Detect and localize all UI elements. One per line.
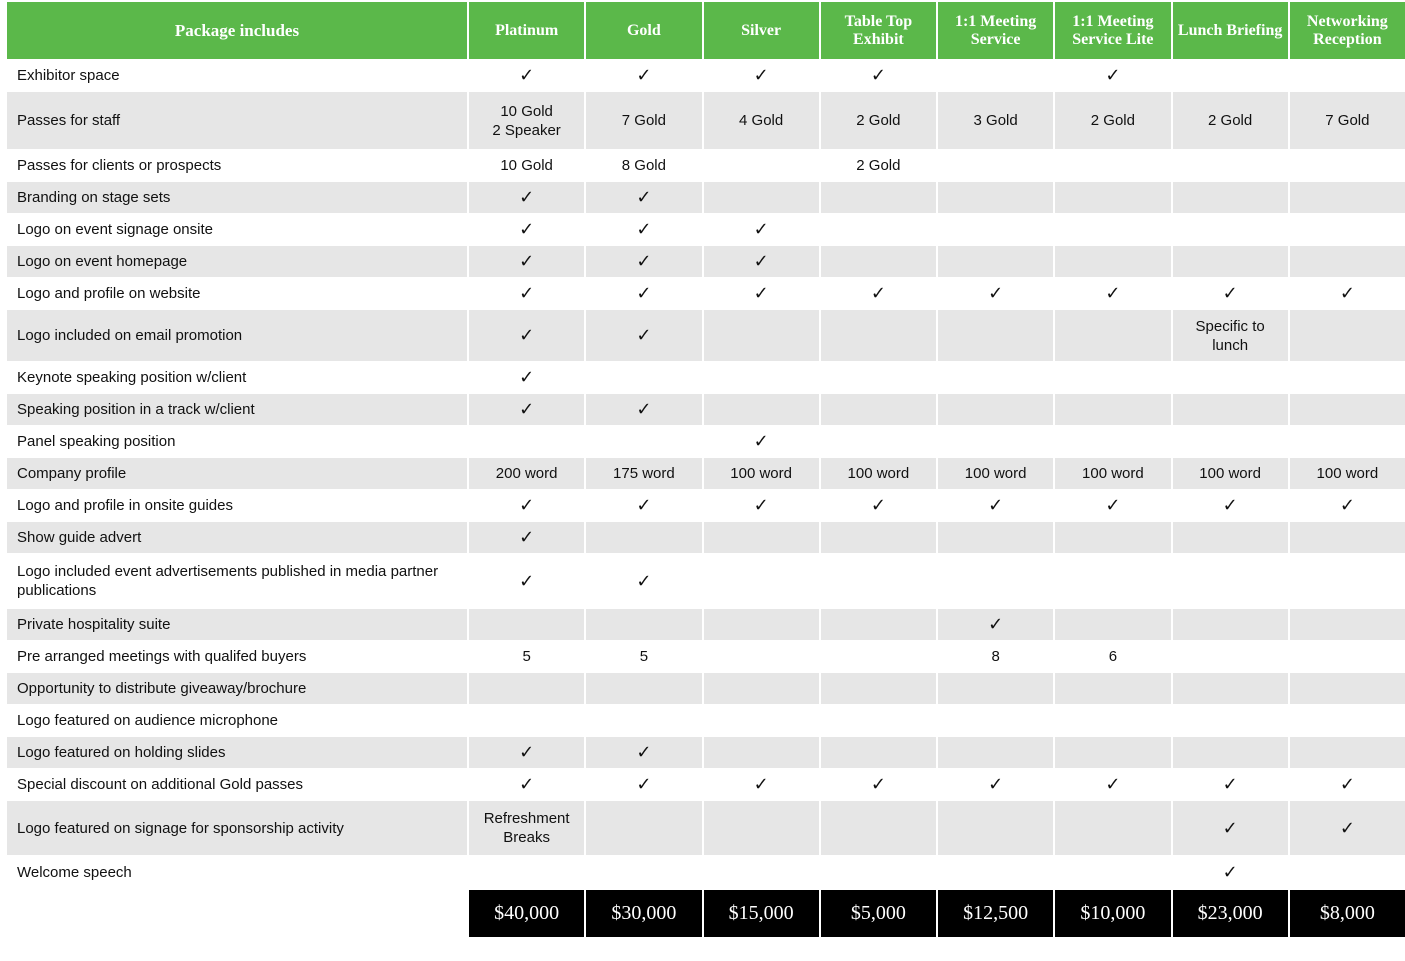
table-cell: 2 Gold (1173, 91, 1288, 149)
header-package-includes: Package includes (7, 2, 467, 59)
table-cell (1290, 608, 1405, 640)
check-icon: ✓ (1055, 59, 1170, 91)
table-cell (704, 640, 819, 672)
check-icon: ✓ (1290, 489, 1405, 521)
check-icon: ✓ (469, 277, 584, 309)
table-cell (1055, 309, 1170, 361)
check-icon: ✓ (469, 393, 584, 425)
price-row (7, 889, 1405, 937)
table-cell (1290, 309, 1405, 361)
table-cell (1173, 361, 1288, 393)
row-label: Logo on event homepage (7, 245, 467, 277)
table-cell (1173, 608, 1288, 640)
check-icon: ✓ (469, 489, 584, 521)
row-label: Logo and profile in onsite guides (7, 489, 467, 521)
table-cell (704, 149, 819, 181)
table-cell (1173, 181, 1288, 213)
table-row (7, 149, 1405, 181)
table-cell (1173, 245, 1288, 277)
table-cell (821, 800, 936, 855)
row-label: Branding on stage sets (7, 181, 467, 213)
table-cell: 100 word (704, 457, 819, 489)
table-cell: 5 (586, 640, 701, 672)
row-label: Keynote speaking position w/client (7, 361, 467, 393)
table-cell (1290, 361, 1405, 393)
table-cell (1173, 553, 1288, 608)
check-icon: ✓ (586, 181, 701, 213)
check-icon: ✓ (469, 521, 584, 553)
table-cell (704, 521, 819, 553)
table-cell (938, 736, 1053, 768)
table-cell (821, 855, 936, 889)
row-label: Exhibitor space (7, 59, 467, 91)
check-icon: ✓ (1173, 855, 1288, 889)
table-row (7, 489, 1405, 521)
header-meeting-service: 1:1 Meeting Service (938, 2, 1053, 59)
check-icon: ✓ (1173, 800, 1288, 855)
table-cell (938, 149, 1053, 181)
check-icon: ✓ (469, 553, 584, 608)
table-cell (1290, 149, 1405, 181)
table-cell: 7 Gold (1290, 91, 1405, 149)
check-icon: ✓ (586, 309, 701, 361)
table-cell (1173, 425, 1288, 457)
table-cell: 100 word (821, 457, 936, 489)
row-label: Logo featured on signage for sponsorship activity (7, 800, 467, 855)
check-icon: ✓ (469, 309, 584, 361)
table-cell: 7 Gold (586, 91, 701, 149)
table-cell (469, 425, 584, 457)
table-cell (586, 855, 701, 889)
row-label: Show guide advert (7, 521, 467, 553)
table-cell (704, 553, 819, 608)
table-row (7, 181, 1405, 213)
row-label: Logo on event signage onsite (7, 213, 467, 245)
table-row (7, 672, 1405, 704)
table-cell (1290, 59, 1405, 91)
price-cell: $40,000 (469, 889, 584, 937)
table-cell (938, 800, 1053, 855)
table-cell (938, 181, 1053, 213)
row-label: Passes for staff (7, 91, 467, 149)
table-cell (1173, 640, 1288, 672)
check-icon: ✓ (469, 361, 584, 393)
table-cell (1055, 149, 1170, 181)
table-cell (1173, 213, 1288, 245)
check-icon: ✓ (821, 277, 936, 309)
table-cell: 3 Gold (938, 91, 1053, 149)
check-icon: ✓ (821, 768, 936, 800)
table-row (7, 425, 1405, 457)
check-icon: ✓ (704, 245, 819, 277)
check-icon: ✓ (586, 768, 701, 800)
table-cell (1290, 425, 1405, 457)
table-cell: 100 word (938, 457, 1053, 489)
table-cell (586, 608, 701, 640)
table-cell (938, 245, 1053, 277)
check-icon: ✓ (586, 736, 701, 768)
row-label: Panel speaking position (7, 425, 467, 457)
table-cell: 8 (938, 640, 1053, 672)
price-cell: $5,000 (821, 889, 936, 937)
table-row (7, 213, 1405, 245)
check-icon: ✓ (821, 489, 936, 521)
table-row (7, 704, 1405, 736)
check-icon: ✓ (704, 213, 819, 245)
table-cell (938, 393, 1053, 425)
table-cell (821, 640, 936, 672)
table-cell (821, 608, 936, 640)
check-icon: ✓ (586, 553, 701, 608)
table-cell (1055, 704, 1170, 736)
table-cell (821, 361, 936, 393)
row-label: Pre arranged meetings with qualifed buyers (7, 640, 467, 672)
table-cell: 100 word (1290, 457, 1405, 489)
table-cell (938, 361, 1053, 393)
table-cell (1055, 245, 1170, 277)
check-icon: ✓ (1173, 768, 1288, 800)
row-label: Speaking position in a track w/client (7, 393, 467, 425)
price-cell: $8,000 (1290, 889, 1405, 937)
table-cell (704, 704, 819, 736)
table-cell (704, 672, 819, 704)
check-icon: ✓ (586, 277, 701, 309)
row-label: Private hospitality suite (7, 608, 467, 640)
table-cell (821, 393, 936, 425)
table-cell (821, 672, 936, 704)
table-row (7, 393, 1405, 425)
check-icon: ✓ (469, 59, 584, 91)
price-cell: $15,000 (704, 889, 819, 937)
table-cell (469, 704, 584, 736)
table-cell: 6 (1055, 640, 1170, 672)
table-cell: 4 Gold (704, 91, 819, 149)
table-cell (586, 672, 701, 704)
check-icon: ✓ (586, 489, 701, 521)
table-body (7, 59, 1405, 937)
table-cell (1290, 855, 1405, 889)
table-row (7, 640, 1405, 672)
check-icon: ✓ (469, 736, 584, 768)
table-cell: 2 Gold (821, 91, 936, 149)
table-row (7, 800, 1405, 855)
table-cell (821, 553, 936, 608)
table-cell (1055, 393, 1170, 425)
price-cell: $30,000 (586, 889, 701, 937)
check-icon: ✓ (704, 489, 819, 521)
table-cell (704, 736, 819, 768)
table-cell (1173, 521, 1288, 553)
table-cell (586, 361, 701, 393)
table-cell (1055, 672, 1170, 704)
table-cell: 175 word (586, 457, 701, 489)
row-label: Logo included event advertisements published in media partner publications (7, 553, 467, 608)
table-cell (938, 213, 1053, 245)
table-cell (1055, 361, 1170, 393)
price-cell: $12,500 (938, 889, 1053, 937)
table-cell (938, 425, 1053, 457)
table-cell (1173, 149, 1288, 181)
table-cell (821, 245, 936, 277)
table-cell: 100 word (1055, 457, 1170, 489)
check-icon: ✓ (469, 213, 584, 245)
table-cell: 10 Gold 2 Speaker (469, 91, 584, 149)
table-cell (1055, 800, 1170, 855)
table-cell (1055, 181, 1170, 213)
check-icon: ✓ (1055, 277, 1170, 309)
table-cell (821, 736, 936, 768)
table-cell (1173, 672, 1288, 704)
check-icon: ✓ (586, 245, 701, 277)
table-cell (1290, 213, 1405, 245)
table-cell (469, 608, 584, 640)
row-label: Logo featured on holding slides (7, 736, 467, 768)
table-cell (469, 672, 584, 704)
table-cell (1290, 181, 1405, 213)
table-cell (704, 181, 819, 213)
table-cell (821, 521, 936, 553)
table-cell: 8 Gold (586, 149, 701, 181)
table-cell (1173, 59, 1288, 91)
table-row (7, 553, 1405, 608)
table-cell (938, 855, 1053, 889)
price-row-spacer (7, 889, 467, 937)
table-row (7, 245, 1405, 277)
table-cell (1290, 736, 1405, 768)
table-row (7, 855, 1405, 889)
table-cell (938, 309, 1053, 361)
table-cell (1055, 521, 1170, 553)
table-row (7, 608, 1405, 640)
table-cell (821, 213, 936, 245)
table-cell (821, 704, 936, 736)
table-row (7, 521, 1405, 553)
row-label: Company profile (7, 457, 467, 489)
row-label: Opportunity to distribute giveaway/brochure (7, 672, 467, 704)
check-icon: ✓ (821, 59, 936, 91)
header-lunch-briefing: Lunch Briefing (1173, 2, 1288, 59)
table-cell (1055, 736, 1170, 768)
table-cell (1290, 704, 1405, 736)
row-label: Special discount on additional Gold passes (7, 768, 467, 800)
check-icon: ✓ (938, 608, 1053, 640)
table-cell (1055, 213, 1170, 245)
row-label: Passes for clients or prospects (7, 149, 467, 181)
header-platinum: Platinum (469, 2, 584, 59)
table-cell (586, 521, 701, 553)
price-cell: $10,000 (1055, 889, 1170, 937)
table-cell (1290, 245, 1405, 277)
table-cell (938, 704, 1053, 736)
table-cell (938, 521, 1053, 553)
check-icon: ✓ (704, 768, 819, 800)
row-label: Logo and profile on website (7, 277, 467, 309)
table-cell (1290, 521, 1405, 553)
check-icon: ✓ (586, 59, 701, 91)
row-label: Welcome speech (7, 855, 467, 889)
table-row (7, 59, 1405, 91)
table-row (7, 768, 1405, 800)
check-icon: ✓ (469, 181, 584, 213)
header-table-top-exhibit: Table Top Exhibit (821, 2, 936, 59)
check-icon: ✓ (938, 277, 1053, 309)
table-cell: 100 word (1173, 457, 1288, 489)
table-cell (469, 855, 584, 889)
check-icon: ✓ (586, 393, 701, 425)
table-row (7, 309, 1405, 361)
check-icon: ✓ (938, 489, 1053, 521)
row-label: Logo included on email promotion (7, 309, 467, 361)
check-icon: ✓ (1055, 489, 1170, 521)
check-icon: ✓ (1290, 768, 1405, 800)
table-cell (586, 800, 701, 855)
package-comparison-table (5, 2, 1405, 937)
check-icon: ✓ (586, 213, 701, 245)
table-cell (704, 855, 819, 889)
check-icon: ✓ (1055, 768, 1170, 800)
header-silver: Silver (704, 2, 819, 59)
table-cell (704, 361, 819, 393)
table-cell (821, 309, 936, 361)
table-row (7, 457, 1405, 489)
table-cell: 2 Gold (821, 149, 936, 181)
check-icon: ✓ (704, 277, 819, 309)
table-row (7, 277, 1405, 309)
table-cell (1173, 393, 1288, 425)
table-cell (938, 672, 1053, 704)
table-cell (704, 393, 819, 425)
check-icon: ✓ (1173, 489, 1288, 521)
check-icon: ✓ (1290, 277, 1405, 309)
table-cell (1290, 672, 1405, 704)
table-cell (1290, 640, 1405, 672)
table-cell (1173, 736, 1288, 768)
header-networking-reception: Networking Reception (1290, 2, 1405, 59)
table-cell: 2 Gold (1055, 91, 1170, 149)
check-icon: ✓ (938, 768, 1053, 800)
table-cell (1055, 855, 1170, 889)
table-cell (704, 309, 819, 361)
price-cell: $23,000 (1173, 889, 1288, 937)
table-cell (1290, 553, 1405, 608)
table-cell: 5 (469, 640, 584, 672)
row-label: Logo featured on audience microphone (7, 704, 467, 736)
table-cell (938, 59, 1053, 91)
check-icon: ✓ (704, 59, 819, 91)
check-icon: ✓ (1173, 277, 1288, 309)
table-cell (821, 181, 936, 213)
header-meeting-service-lite: 1:1 Meeting Service Lite (1055, 2, 1170, 59)
check-icon: ✓ (469, 245, 584, 277)
check-icon: ✓ (1290, 800, 1405, 855)
table-cell (586, 425, 701, 457)
header-gold: Gold (586, 2, 701, 59)
table-row (7, 736, 1405, 768)
check-icon: ✓ (704, 425, 819, 457)
table-cell (1290, 393, 1405, 425)
table-cell (1055, 425, 1170, 457)
table-cell (1173, 704, 1288, 736)
table-cell: 200 word (469, 457, 584, 489)
table-cell (938, 553, 1053, 608)
table-cell: 10 Gold (469, 149, 584, 181)
table-cell (586, 704, 701, 736)
table-row (7, 361, 1405, 393)
table-row (7, 91, 1405, 149)
check-icon: ✓ (469, 768, 584, 800)
table-cell (704, 800, 819, 855)
table-cell: Refreshment Breaks (469, 800, 584, 855)
table-cell: Specific to lunch (1173, 309, 1288, 361)
table-cell (704, 608, 819, 640)
table-cell (1055, 553, 1170, 608)
table-cell (821, 425, 936, 457)
table-cell (1055, 608, 1170, 640)
header-row (7, 2, 1405, 59)
